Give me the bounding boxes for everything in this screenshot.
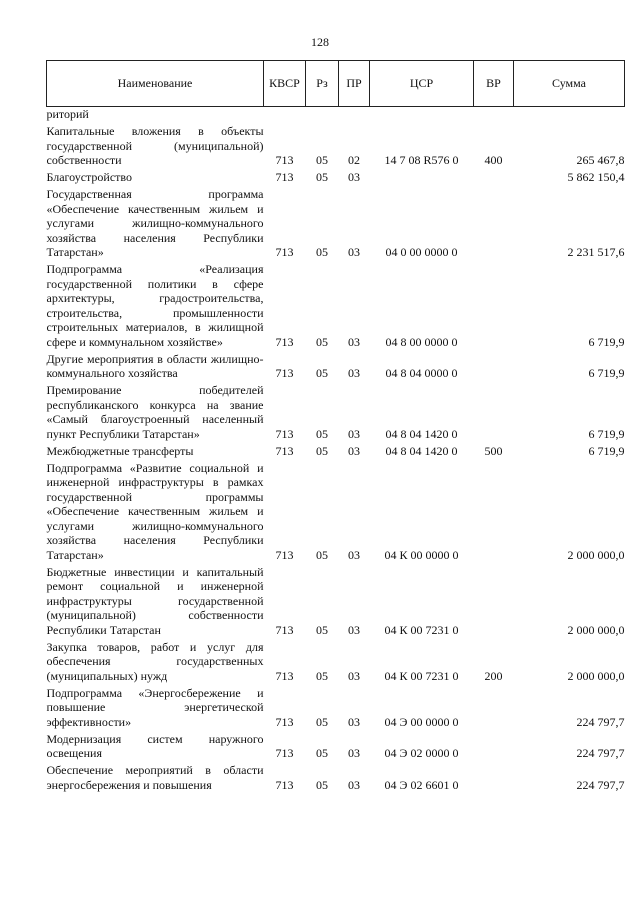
cell-kvsr: 713 (275, 334, 294, 349)
cell-name: Закупка товаров, работ и услуг для обеспечения государственных (муниципальных) нужд (46, 639, 264, 683)
cell-vr (474, 461, 514, 565)
cell-vr: 500 (484, 443, 503, 458)
cell-vr: 400 (484, 153, 503, 167)
cell-sum: 6 719,9 (588, 366, 625, 380)
header-sum: Сумма (514, 61, 625, 107)
cell-csr: 04 8 04 1420 0 (385, 426, 458, 441)
cell-pr: 03 (348, 622, 360, 637)
cell-name: Благоустройство (46, 170, 133, 184)
cell-csr: 04 К 00 7231 0 (384, 668, 459, 683)
cell-name: Государственная программа «Обеспечение качественным жильем и услугами жилищно-коммунального хозяйства населения Республики Татарстан» (46, 187, 264, 259)
header-pr: ПР (339, 61, 370, 107)
cell-sum: 265 467,8 (576, 153, 625, 167)
cell-pr: 03 (348, 334, 360, 349)
cell-name: Премирование победителей республиканского конкурса на звание «Самый благоустроенный населенный пункт Республики Татарстан» (46, 383, 264, 441)
cell-pr (339, 107, 370, 125)
cell-vr (474, 383, 514, 444)
header-rz: Рз (306, 61, 339, 107)
cell-csr: 04 Э 02 6601 0 (384, 777, 459, 792)
cell-sum: 2 000 000,0 (567, 622, 625, 637)
cell-rz: 05 (316, 153, 328, 167)
cell-name: Обеспечение мероприятий в области энергосбережения и повышения (46, 763, 264, 792)
cell-csr: 04 8 04 0000 0 (385, 366, 458, 380)
table-row (47, 763, 625, 795)
cell-sum: 2 231 517,6 (567, 245, 625, 259)
cell-sum: 6 719,9 (588, 334, 625, 349)
table-row (47, 262, 625, 352)
cell-vr (474, 262, 514, 352)
cell-vr (474, 686, 514, 732)
cell-name: Бюджетные инвестиции и капитальный ремонт социальной и инженерной инфраструктуры государственной (муниципальной) собственности Республики Татарстан (46, 564, 264, 637)
table-row (47, 444, 625, 461)
cell-kvsr: 713 (275, 714, 294, 729)
cell-sum: 6 719,9 (588, 443, 625, 458)
cell-rz: 05 (316, 366, 328, 380)
cell-sum: 6 719,9 (588, 426, 625, 441)
budget-table (46, 60, 625, 795)
page-number: 128 (311, 35, 329, 49)
cell-kvsr: 713 (275, 366, 294, 380)
table-row (47, 686, 625, 732)
cell-pr: 03 (348, 443, 360, 458)
cell-csr: 14 7 08 R576 0 (384, 153, 459, 167)
table-row (47, 352, 625, 384)
cell-vr (474, 565, 514, 640)
cell-name: Межбюджетные трансферты (46, 443, 194, 458)
cell-sum: 224 797,7 (576, 714, 625, 729)
cell-csr (370, 107, 474, 125)
cell-kvsr: 713 (275, 777, 294, 792)
cell-sum: 224 797,7 (576, 746, 625, 760)
cell-name: риторий (46, 107, 89, 121)
cell-csr: 04 8 04 1420 0 (385, 443, 458, 458)
cell-rz: 05 (316, 547, 328, 562)
cell-pr: 03 (348, 714, 360, 729)
table-row (47, 124, 625, 170)
header-row (47, 61, 625, 107)
cell-vr (474, 732, 514, 764)
cell-kvsr: 713 (275, 622, 294, 637)
cell-rz: 05 (316, 777, 328, 792)
cell-vr: 200 (484, 668, 503, 683)
header-csr: ЦСР (370, 61, 474, 107)
cell-csr: 04 8 00 0000 0 (385, 334, 458, 349)
cell-vr (474, 107, 514, 125)
cell-rz: 05 (316, 170, 328, 184)
cell-name: Модернизация систем наружного освещения (46, 731, 264, 760)
cell-csr (370, 170, 474, 187)
header-kvsr: КВСР (264, 61, 306, 107)
cell-name: Подпрограмма «Реализация государственной политики в сфере архитектуры, градостроительства, строительства, промышленности строительных материалов, в жилищной сфере и коммунальном хозяйстве» (46, 262, 264, 349)
table-header (47, 61, 625, 107)
cell-rz: 05 (316, 426, 328, 441)
cell-kvsr: 713 (275, 245, 294, 259)
cell-pr: 03 (348, 366, 360, 380)
cell-pr: 03 (348, 777, 360, 792)
cell-vr (474, 352, 514, 384)
cell-name: Подпрограмма «Развитие социальной и инженерной инфраструктуры в рамках государственной программы «Обеспечение качественным жильем и услугами жилищно-коммунального хозяйства населения Республики Татарстан» (46, 460, 264, 562)
table-body (47, 107, 625, 795)
cell-vr (474, 170, 514, 187)
table-row (47, 107, 625, 125)
table-row (47, 732, 625, 764)
cell-rz (306, 107, 339, 125)
table-row (47, 461, 625, 565)
cell-rz: 05 (316, 245, 328, 259)
cell-csr: 04 0 00 0000 0 (385, 245, 458, 259)
cell-sum: 5 862 150,4 (567, 170, 625, 184)
cell-rz: 05 (316, 746, 328, 760)
cell-pr: 03 (348, 547, 360, 562)
table-row (47, 383, 625, 444)
cell-pr: 03 (348, 170, 360, 184)
cell-kvsr: 713 (275, 426, 294, 441)
cell-name: Капитальные вложения в объекты государственной (муниципальной) собственности (46, 124, 264, 167)
cell-pr: 03 (348, 746, 360, 760)
cell-pr: 02 (348, 153, 360, 167)
cell-kvsr: 713 (275, 668, 294, 683)
cell-kvsr (264, 107, 306, 125)
cell-sum: 224 797,7 (576, 777, 625, 792)
cell-pr: 03 (348, 245, 360, 259)
cell-kvsr: 713 (275, 547, 294, 562)
table-row (47, 187, 625, 262)
cell-csr: 04 К 00 7231 0 (384, 622, 459, 637)
table-row (47, 640, 625, 686)
cell-rz: 05 (316, 668, 328, 683)
cell-name: Другие мероприятия в области жилищно-коммунального хозяйства (46, 351, 264, 380)
cell-kvsr: 713 (275, 443, 294, 458)
cell-rz: 05 (316, 334, 328, 349)
table-row (47, 565, 625, 640)
cell-sum (514, 107, 625, 125)
cell-pr: 03 (348, 668, 360, 683)
cell-kvsr: 713 (275, 746, 294, 760)
cell-sum: 2 000 000,0 (567, 668, 625, 683)
cell-csr: 04 Э 02 0000 0 (384, 746, 459, 760)
header-name: Наименование (47, 61, 264, 107)
cell-kvsr: 713 (275, 170, 294, 184)
cell-vr (474, 187, 514, 262)
header-vr: ВР (474, 61, 514, 107)
cell-vr (474, 763, 514, 795)
cell-rz: 05 (316, 714, 328, 729)
cell-csr: 04 Э 00 0000 0 (384, 714, 459, 729)
cell-pr: 03 (348, 426, 360, 441)
cell-rz: 05 (316, 443, 328, 458)
cell-rz: 05 (316, 622, 328, 637)
cell-kvsr: 713 (275, 153, 294, 167)
cell-csr: 04 К 00 0000 0 (384, 547, 459, 562)
table-row (47, 170, 625, 187)
cell-sum: 2 000 000,0 (567, 547, 625, 562)
cell-name: Подпрограмма «Энергосбережение и повышение энергетической эффективности» (46, 685, 264, 729)
